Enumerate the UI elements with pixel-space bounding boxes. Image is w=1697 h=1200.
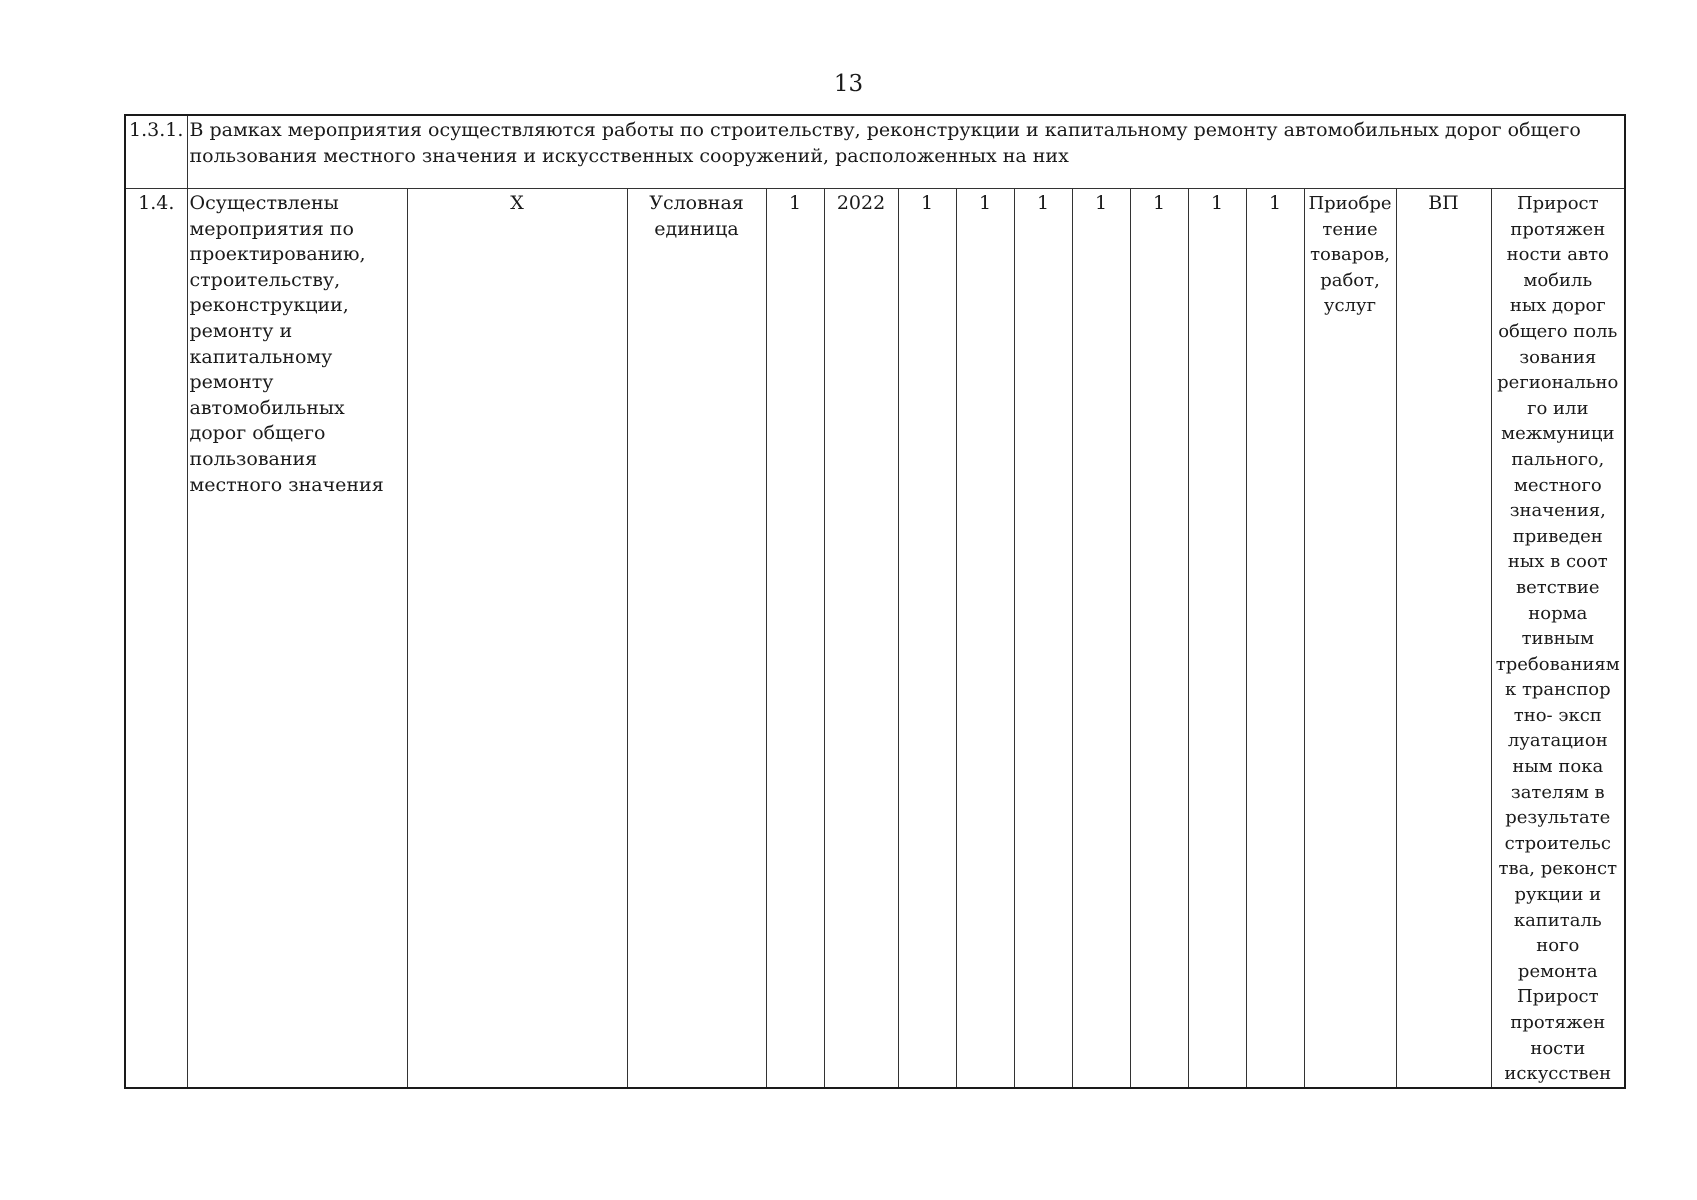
activity-type-cell (1304, 189, 1396, 1088)
year-value-cell: 1 (898, 189, 956, 1088)
measure-name-line: строительству, (189, 268, 341, 291)
result-line: го или (1527, 397, 1589, 419)
result-line: общего поль (1498, 320, 1618, 342)
activity-type-line: Приобре (1308, 193, 1392, 214)
column-x-cell: Х (407, 189, 627, 1088)
year-value-cell: 1 (1072, 189, 1130, 1088)
section-text-line: пользования местного значения и искусственных сооружений, расположенных на них (189, 144, 1069, 167)
measure-name-line: дорог общего (189, 422, 326, 445)
table-row (125, 189, 1625, 1088)
section-description (187, 115, 1625, 189)
result-line: Прирост (1516, 986, 1599, 1008)
base-value-cell: 1 (766, 189, 824, 1088)
measure-name-line: мероприятия по (189, 217, 354, 240)
result-line: луатацион (1507, 730, 1608, 752)
year-value-cell: 1 (1188, 189, 1246, 1088)
result-line: тва, реконст (1498, 858, 1618, 880)
measure-name-line: проектированию, (189, 243, 366, 266)
result-line: рукции и (1514, 884, 1602, 906)
unit-line: Условная (649, 192, 744, 214)
measure-name-line: ремонту и (189, 319, 293, 342)
row-number: 1.4. (125, 189, 187, 1088)
page-number: 13 (833, 71, 864, 97)
result-line: мобиль (1523, 269, 1593, 291)
result-line: зования (1519, 346, 1597, 368)
result-line: результате (1505, 807, 1611, 829)
result-cell (1491, 189, 1625, 1088)
result-line: приведен (1512, 525, 1603, 547)
result-line: тно- эксп (1513, 704, 1602, 726)
result-line: ного (1536, 935, 1580, 957)
type-code-cell: ВП (1396, 189, 1491, 1088)
result-line: строительс (1504, 832, 1611, 854)
result-line: ным пока (1512, 756, 1604, 778)
result-line: протяжен (1510, 218, 1606, 240)
year-value-cell: 1 (956, 189, 1014, 1088)
result-line: ности (1530, 1037, 1586, 1059)
result-line: значения, (1509, 500, 1606, 522)
result-line: капиталь (1513, 909, 1602, 931)
year-value-cell: 1 (1246, 189, 1304, 1088)
measure-name-line: местного значения (189, 473, 384, 496)
activity-type-line: товаров, (1310, 244, 1390, 266)
result-line: ных дорог (1509, 295, 1606, 317)
result-line: ности авто (1506, 244, 1609, 266)
base-year-cell: 2022 (824, 189, 898, 1088)
measure-name-line: автомобильных (189, 396, 345, 419)
measure-name-line: капитальному (189, 345, 333, 368)
measure-name-cell (187, 189, 407, 1088)
activity-type-line: работ, (1320, 269, 1380, 291)
result-line: межмуници (1501, 423, 1615, 445)
result-line: ремонта (1517, 960, 1598, 982)
section-number: 1.3.1. (125, 115, 187, 189)
result-line: Прирост (1516, 193, 1599, 214)
result-line: протяжен (1510, 1012, 1606, 1033)
result-line: ных в соот (1507, 551, 1608, 573)
measures-table (124, 114, 1626, 1089)
result-line: пального, (1511, 448, 1605, 470)
unit-line: единица (654, 217, 739, 240)
result-line: норма (1528, 602, 1588, 624)
measure-name-line: Осуществлены (189, 192, 339, 214)
result-line: искусствен (1504, 1063, 1612, 1085)
measure-name-line: пользования (189, 447, 318, 470)
result-line: тивным (1521, 628, 1594, 650)
result-line: ветствие (1515, 576, 1600, 598)
activity-type-line: услуг (1323, 295, 1377, 317)
year-value-cell: 1 (1014, 189, 1072, 1088)
section-text-line: В рамках мероприятия осуществляются работы по строительству, реконструкции и капитальному ремонту автомобильных дорог общего (189, 119, 1581, 141)
section-row (125, 115, 1625, 189)
unit-cell (627, 189, 766, 1088)
measure-name-line: реконструкции, (189, 294, 349, 317)
result-line: требованиям (1495, 653, 1620, 675)
activity-type-line: тение (1322, 218, 1378, 240)
year-value-cell: 1 (1130, 189, 1188, 1088)
result-line: к транспор (1504, 679, 1611, 701)
result-line: местного (1513, 474, 1602, 496)
result-line: зателям в (1510, 781, 1605, 803)
measure-name-line: ремонту (189, 371, 274, 394)
result-line: регионально (1497, 372, 1619, 394)
